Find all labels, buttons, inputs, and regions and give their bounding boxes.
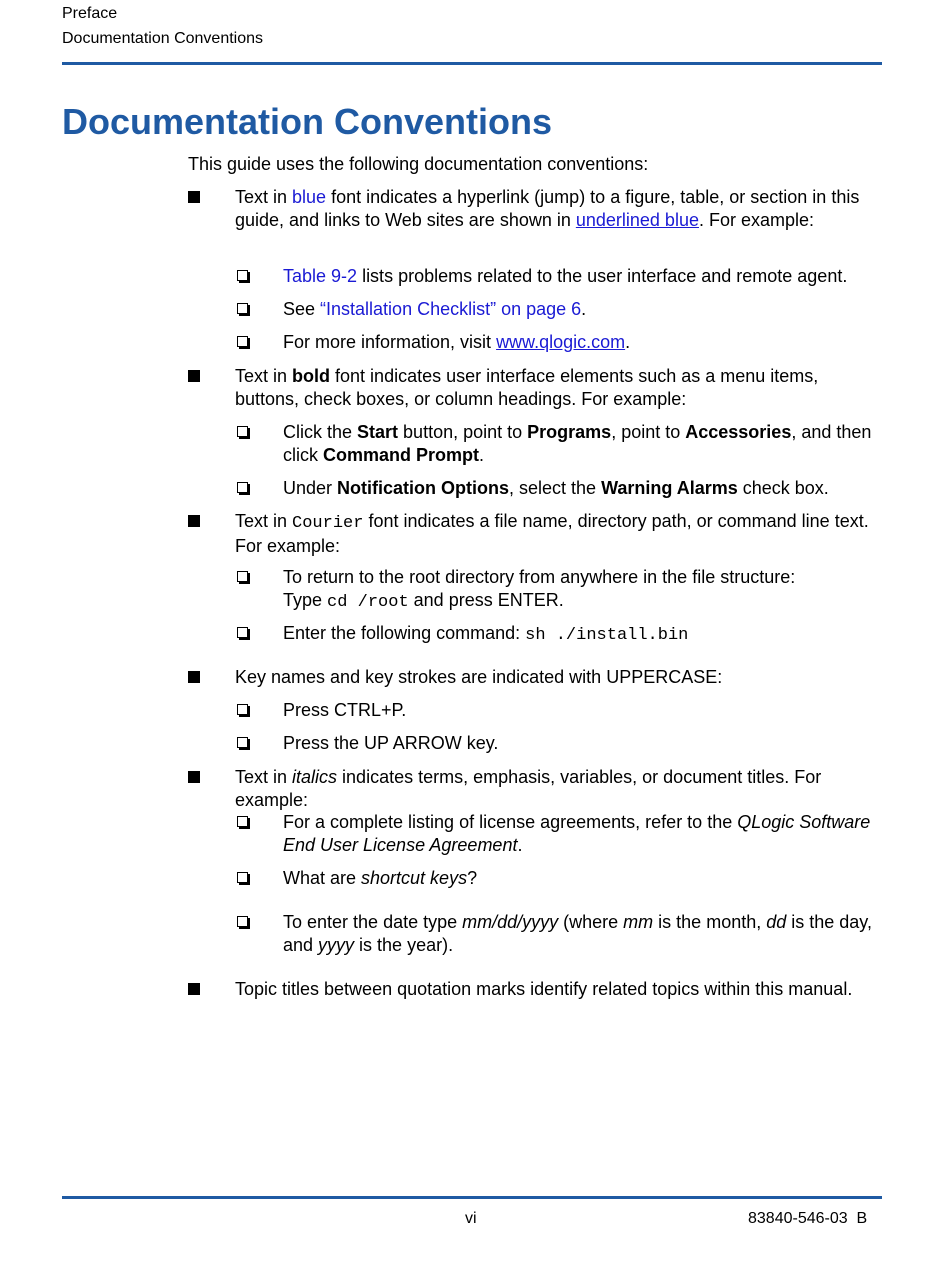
bullet-uppercase-keys: Key names and key strokes are indicated with UPPERCASE:	[235, 667, 723, 687]
checkbox-bullet-icon	[237, 336, 248, 347]
sub-item-date-format: To enter the date type mm/dd/yyyy (where mm is the month, dd is the day, and yyyy is the year).	[283, 912, 872, 955]
page-title: Documentation Conventions	[62, 101, 553, 142]
sub-item-root-directory: To return to the root directory from anywhere in the file structure: Type cd /root and press ENTER.	[283, 567, 796, 612]
bullet-courier-font: Text in Courier font indicates a file name, directory path, or command line text. For example:	[235, 511, 869, 556]
bullet-topic-titles: Topic titles between quotation marks identify related topics within this manual.	[235, 979, 853, 999]
sub-item-shortcut-keys: What are shortcut keys?	[283, 868, 478, 888]
bullet-bold-elements: Text in bold font indicates user interface elements such as a menu items, buttons, check boxes, or column headings. For example:	[235, 366, 819, 409]
bullet-square-icon	[188, 191, 200, 203]
checkbox-bullet-icon	[237, 816, 248, 827]
underlined-blue-sample[interactable]: underlined blue	[575, 210, 699, 230]
sub-item-web-link: For more information, visit www.qlogic.com.	[283, 332, 631, 352]
code-sample: cd /root	[327, 593, 409, 612]
checkbox-bullet-icon	[237, 704, 248, 715]
sub-item-up-arrow: Press the UP ARROW key.	[283, 733, 499, 753]
table-9-2-link[interactable]: Table 9-2	[283, 266, 358, 286]
checkbox-bullet-icon	[237, 270, 248, 281]
checkbox-bullet-icon	[237, 571, 248, 582]
sub-item-table-link: Table 9-2 lists problems related to the user interface and remote agent.	[283, 266, 848, 286]
bullet-hyperlinks: Text in blue font indicates a hyperlink (jump) to a figure, table, or section in this guide, and links to Web sites are shown in underlined blue. For example:	[235, 187, 860, 230]
sub-item-section-link: See “Installation Checklist” on page 6.	[283, 299, 587, 319]
running-header-subsection: Documentation Conventions	[62, 30, 264, 47]
document-number: 83840-546-03 B	[748, 1210, 868, 1227]
header-rule	[62, 62, 882, 65]
bullet-square-icon	[188, 771, 200, 783]
checkbox-bullet-icon	[237, 627, 248, 638]
code-sample: sh ./install.bin	[525, 626, 689, 645]
sub-item-notification-options: Under Notification Options, select the Warning Alarms check box.	[283, 478, 829, 498]
qlogic-website-link[interactable]: www.qlogic.com	[496, 332, 626, 352]
installation-checklist-link[interactable]: “Installation Checklist” on page 6	[320, 299, 582, 319]
blue-sample: blue	[292, 187, 327, 207]
bullet-italics: Text in italics indicates terms, emphasis, variables, or document titles. For example:	[235, 767, 822, 810]
footer-rule	[62, 1196, 882, 1199]
bullet-square-icon	[188, 515, 200, 527]
bullet-square-icon	[188, 671, 200, 683]
checkbox-bullet-icon	[237, 482, 248, 493]
checkbox-bullet-icon	[237, 872, 248, 883]
checkbox-bullet-icon	[237, 426, 248, 437]
sub-item-ctrl-p: Press CTRL+P.	[283, 700, 407, 720]
checkbox-bullet-icon	[237, 737, 248, 748]
intro-text: This guide uses the following documentation conventions:	[188, 154, 649, 174]
bullet-square-icon	[188, 370, 200, 382]
bullet-square-icon	[188, 983, 200, 995]
sub-item-click-start: Click the Start button, point to Programs, point to Accessories, and then click Command Prompt.	[283, 422, 872, 465]
page-number: vi	[465, 1210, 477, 1227]
sub-item-license-agreement: For a complete listing of license agreements, refer to the QLogic Software End User License Agreement.	[283, 812, 871, 855]
sub-item-install-command: Enter the following command: sh ./install.bin	[283, 623, 689, 645]
checkbox-bullet-icon	[237, 303, 248, 314]
checkbox-bullet-icon	[237, 916, 248, 927]
running-header-section: Preface	[62, 5, 118, 22]
